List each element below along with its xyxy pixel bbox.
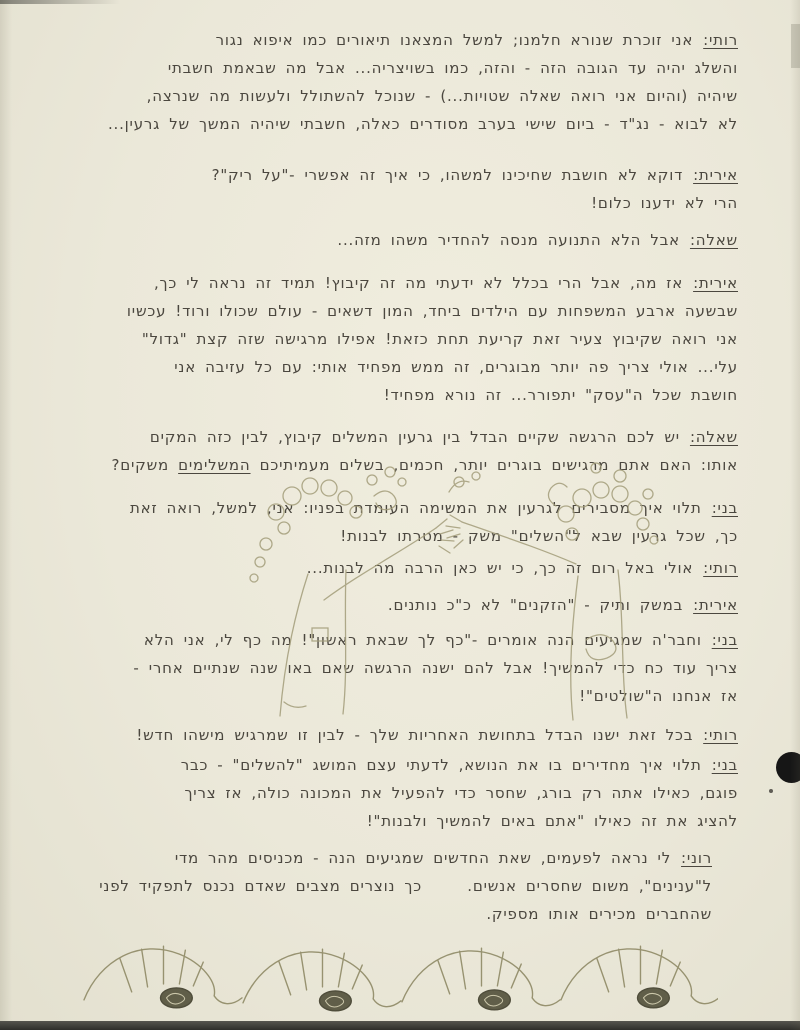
speaker-label: בני:	[711, 499, 738, 517]
dialogue-paragraph	[46, 26, 738, 138]
dialogue-text: לי נראה לפעמים, שאת החדשים שמגיעים הנה - מכניסים מהר מדי	[174, 849, 672, 867]
para-lines	[46, 423, 738, 479]
para-lines	[46, 626, 738, 710]
speaker-label: רותי:	[703, 559, 738, 577]
dialogue-paragraph	[46, 751, 738, 835]
dialogue	[46, 26, 738, 928]
dialogue-text: הרי לא ידענו כלום!	[591, 194, 738, 212]
para-lines	[46, 591, 738, 619]
dialogue-text: וחבר'ה שמגיעים הנה אומרים -"כף לך שבאת ראשון"! מה כף לי, אני הלא	[143, 631, 702, 649]
speaker-label: רותי:	[703, 31, 738, 49]
dialogue-text: תלוי איך מחדירים בו את הנושא, לדעתי עצם המושג "להשלים" - כבר	[180, 756, 702, 774]
speaker-label: שאלה:	[689, 428, 738, 446]
dialogue-line	[46, 872, 712, 900]
para-lines	[46, 161, 738, 217]
dialogue-text: תלוי איך מסבירים לגרעין את המשימה העומדת בפניו: אני, למשל, רואה זאת	[130, 499, 702, 517]
dialogue-line	[46, 807, 738, 835]
dialogue-line	[46, 189, 738, 217]
para-lines	[46, 721, 738, 749]
dialogue-text: משקים?	[111, 456, 179, 474]
para-lines	[46, 751, 738, 835]
dialogue-paragraph	[46, 269, 738, 409]
dialogue-text: בכל זאת ישנו הבדל בתחושת האחריות שלך - לבין זו שמרגיש מישהו חדש!	[136, 726, 694, 744]
speaker-label: אירית:	[693, 274, 738, 292]
dialogue-line	[46, 54, 738, 82]
dialogue-line	[46, 494, 738, 522]
para-lines	[46, 494, 738, 550]
dialogue-text: אני זוכרת שנורא חלמנו; למשל המצאנו תיאורים כמו איפוא נגור	[215, 31, 694, 49]
dialogue-line	[46, 26, 738, 54]
dialogue-line	[46, 423, 738, 451]
underlined-word: המשלימים	[178, 456, 251, 474]
speaker-label: שאלה:	[689, 231, 738, 249]
dialogue-text: אותו: האם אתם מרגישים בוגרים יותר, חכמים, בשלים מעמיתיכם	[250, 456, 738, 474]
dialogue-line	[46, 721, 738, 749]
speaker-label: אירית:	[693, 596, 738, 614]
dialogue-paragraph	[46, 626, 738, 710]
speaker-label: רוני:	[681, 849, 712, 867]
dialogue-text: יש לכם הרגשה שקיים הבדל בין גרעין המשלים קיבוץ, לבין כזה המקים	[149, 428, 680, 446]
dialogue-line	[46, 325, 738, 353]
scan-edge-top	[0, 0, 120, 4]
dialogue-line	[46, 779, 738, 807]
speaker-label: אירית:	[693, 166, 738, 184]
dialogue-line	[46, 682, 738, 710]
dialogue-line	[46, 654, 738, 682]
dialogue-paragraph	[46, 721, 738, 749]
dialogue-line	[46, 161, 738, 189]
para-lines	[46, 26, 738, 138]
dialogue-line	[46, 269, 738, 297]
dialogue-line	[46, 626, 738, 654]
dialogue-text: פוגם, כאילו אתה רק בורג, שחסר כדי להפעיל את המכונה כולה, אז צריך	[184, 784, 738, 802]
dialogue-text: שהחברים מכירים אותו מספיק.	[486, 905, 712, 923]
dialogue-text: אולי באל רום זה כך, כי יש כאן הרבה מה לבנות...	[306, 559, 694, 577]
para-lines	[46, 844, 712, 928]
dialogue-paragraph	[46, 161, 738, 217]
dialogue-text: להציג את זה כאילו "אתם באים להמשיך ולבנות"!	[366, 812, 738, 830]
dialogue-text: כך, שכל גרעין שבא ל"השלים" משק - מטרתו לבנות!	[340, 527, 738, 545]
dialogue-line	[46, 110, 738, 138]
dialogue-line	[46, 591, 738, 619]
dialogue-text: צריך עוד כח כדי להמשיך! אבל להם ישנה הרגשה שאם באו שנה שנתיים אחרי -	[133, 659, 738, 677]
dialogue-paragraph	[46, 591, 738, 619]
dialogue-line	[46, 353, 738, 381]
para-lines	[46, 226, 738, 254]
dialogue-line	[46, 381, 738, 409]
dialogue-paragraph	[46, 554, 738, 582]
scan-edge-bottom	[0, 1021, 800, 1030]
dialogue-line	[46, 751, 738, 779]
speaker-label: בני:	[711, 631, 738, 649]
dialogue-text: לא לבוא - נג"ד - ביום שישי בערב מסודרים כאלה, חשבתי שיהיה המשך של גרעין...	[107, 115, 738, 133]
dialogue-line	[46, 900, 712, 928]
dialogue-text: שבשעה ארבע המשפחות עם הילדים ביחד, המון דשאים - עולם שכולו ורוד! עכשיו	[126, 302, 738, 320]
dialogue-text: דוקא לא חושבת שחיכינו למשהו, כי איך זה אפשרי -"על ריק"?	[211, 166, 684, 184]
dialogue-text: אז אנחנו ה"שולטים"!	[579, 687, 738, 705]
dialogue-text: אבל הלא התנועה מנסה להחדיר משהו מזה...	[337, 231, 680, 249]
dialogue-line	[46, 522, 738, 550]
dialogue-text: אני רואה שקיבוץ צעיר זאת קריעת תחת כזאת! אפילו מרגישה שזה קצת "גדול"	[141, 330, 738, 348]
dialogue-paragraph	[46, 226, 738, 254]
scan-speck	[769, 789, 773, 793]
hole-punch-mark	[776, 752, 800, 783]
speaker-label: רותי:	[703, 726, 738, 744]
scan-edge-right-mark	[791, 24, 800, 68]
dialogue-line	[46, 82, 738, 110]
dialogue-text: חושבת שכל ה"עסק" יתפורר... זה נורא מפחיד!	[383, 386, 738, 404]
dialogue-text: במשק ותיק - "הזקנים" לא כ"כ נותנים.	[387, 596, 684, 614]
dialogue-text: אז מה, אבל הרי בכלל לא ידעתי מה זה קיבוץ! תמיד זה נראה לי כך,	[153, 274, 684, 292]
dialogue-paragraph	[46, 423, 738, 479]
speaker-label: בני:	[711, 756, 738, 774]
dialogue-text: עלי... אולי צריך פה יותר מבוגרים, זה ממש מפחיד אותי: עם כל עזיבה אני	[174, 358, 738, 376]
dialogue-line	[46, 226, 738, 254]
dialogue-line	[46, 844, 712, 872]
dialogue-paragraph	[46, 494, 738, 550]
dialogue-line	[46, 451, 738, 479]
dialogue-line	[46, 297, 738, 325]
dialogue-text: והשלג יהיה עד הגובה הזה - והזה, כמו בשויצריה... אבל מה שבאמת חשבתי	[167, 59, 738, 77]
dialogue-text: ל"ענינים", משום שחסרים אנשים. כך נוצרים מצבים שאדם נכנס לתפקיד לפני	[99, 877, 712, 895]
dialogue-line	[46, 554, 738, 582]
dialogue-paragraph	[46, 844, 738, 928]
dialogue-text: שיהיה (והיום אני רואה שאלה שטויות...) - שנוכל להשתולל ולעשות מה שנרצה,	[146, 87, 738, 105]
para-lines	[46, 269, 738, 409]
para-lines	[46, 554, 738, 582]
doodle-wave-border-icon	[82, 934, 718, 1019]
